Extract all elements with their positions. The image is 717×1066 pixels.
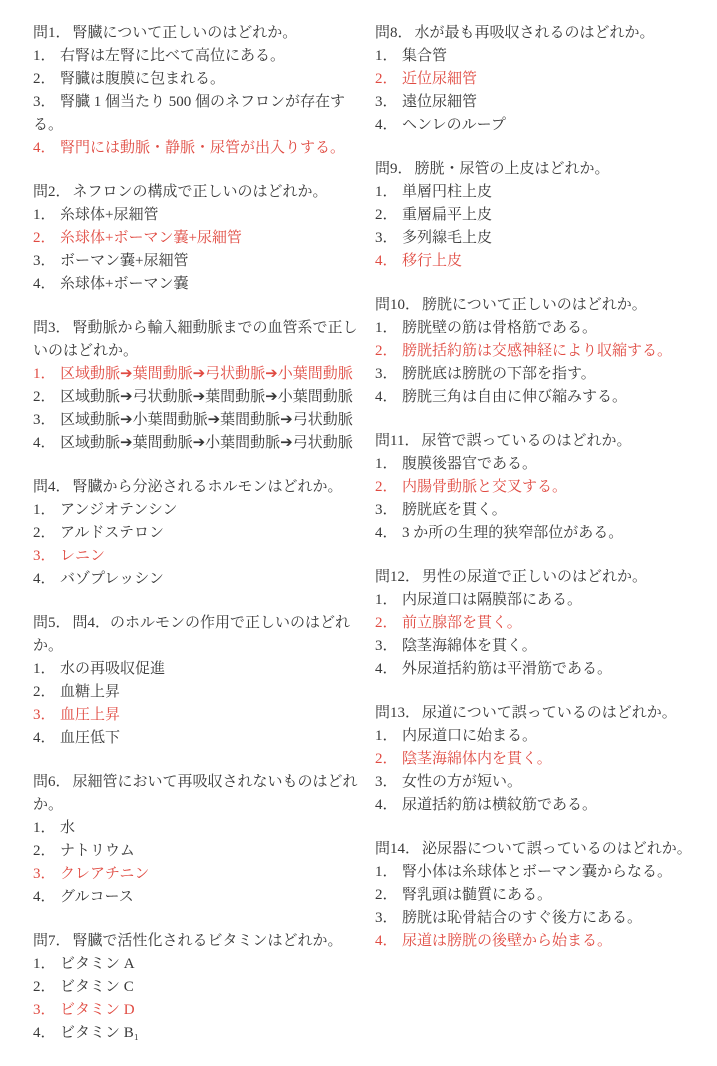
option-number: 1． <box>33 820 56 836</box>
option-text: ボーマン嚢+尿細管 <box>60 253 189 269</box>
right-column <box>375 22 717 1066</box>
option-number: 1． <box>33 502 56 518</box>
option-text: 膀胱は恥骨結合のすぐ後方にある。 <box>402 910 643 926</box>
option-number: 2． <box>375 207 398 223</box>
answer-option-correct <box>33 137 369 160</box>
question-number: 問7． <box>33 933 71 949</box>
option-text: 腹膜後器官である。 <box>402 456 538 472</box>
option-number: 3． <box>33 548 56 564</box>
answer-option <box>33 250 369 273</box>
question-columns <box>33 22 717 1066</box>
question-header <box>375 22 711 45</box>
answer-option <box>375 589 711 612</box>
option-number: 3． <box>375 230 398 246</box>
option-number: 3． <box>375 638 398 654</box>
option-number: 2． <box>375 615 398 631</box>
option-number: 4． <box>33 276 56 292</box>
answer-option-correct <box>375 476 711 499</box>
option-text: 膀胱三角は自由に伸び縮みする。 <box>402 389 628 405</box>
answer-option-correct <box>375 68 711 91</box>
option-number: 4． <box>375 253 398 269</box>
option-number: 4． <box>33 889 56 905</box>
option-text: 多列線毛上皮 <box>402 230 493 246</box>
answer-option <box>375 658 711 681</box>
question-text: 尿道について誤っているのはどれか。 <box>422 705 677 721</box>
question-block <box>33 930 369 1045</box>
question-block <box>375 430 711 545</box>
option-text: ビタミン D <box>60 1002 135 1018</box>
answer-option <box>375 204 711 227</box>
option-text: アンジオテンシン <box>60 502 178 518</box>
option-number: 1． <box>375 728 398 744</box>
question-number: 問6． <box>33 774 71 790</box>
option-number: 1． <box>33 366 56 382</box>
answer-option <box>33 409 369 432</box>
question-number: 問1． <box>33 25 71 41</box>
option-number: 3． <box>33 253 56 269</box>
option-text: 近位尿細管 <box>402 71 478 87</box>
option-text: バゾプレッシン <box>60 571 164 587</box>
question-text: 尿細管において再吸収されないものはどれか。 <box>33 774 358 813</box>
answer-option <box>375 771 711 794</box>
option-number: 2． <box>375 479 398 495</box>
option-number: 4． <box>375 661 398 677</box>
option-text: 膀胱底を貫く。 <box>402 502 507 518</box>
option-number: 1． <box>33 207 56 223</box>
question-block <box>33 181 369 296</box>
option-text: ビタミン B₁ <box>60 1025 139 1041</box>
question-block <box>33 612 369 750</box>
option-text: クレアチニン <box>60 866 150 882</box>
answer-option-correct <box>375 612 711 635</box>
question-block <box>33 22 369 160</box>
option-number: 3． <box>375 366 398 382</box>
option-number: 1． <box>33 48 56 64</box>
option-text: ビタミン A <box>60 956 135 972</box>
question-number: 問10． <box>375 297 421 313</box>
option-text: 内尿道口は隔膜部にある。 <box>402 592 583 608</box>
question-header <box>375 838 711 861</box>
question-text: 腎動脈から輸入細動脈までの血管系で正しいのはどれか。 <box>33 320 358 359</box>
option-text: 糸球体+ボーマン嚢+尿細管 <box>60 230 242 246</box>
option-number: 4． <box>33 1025 56 1041</box>
answer-option <box>33 204 369 227</box>
option-text: 区域動脈➔葉間動脈➔弓状動脈➔小葉間動脈 <box>60 366 353 382</box>
answer-option-correct <box>33 704 369 727</box>
option-text: グルコース <box>60 889 134 905</box>
option-number: 4． <box>33 730 56 746</box>
question-text: 腎臓について正しいのはどれか。 <box>72 25 298 41</box>
option-text: 膀胱壁の筋は骨格筋である。 <box>402 320 598 336</box>
option-text: 前立腺部を貫く。 <box>402 615 522 631</box>
answer-option <box>375 725 711 748</box>
option-text: 腎乳頭は髄質にある。 <box>402 887 553 903</box>
question-header <box>33 612 369 658</box>
question-block <box>33 317 369 455</box>
option-number: 4． <box>375 933 398 949</box>
answer-option <box>375 91 711 114</box>
option-number: 1． <box>33 661 56 677</box>
option-text: 陰茎海綿体内を貫く。 <box>402 751 552 767</box>
option-text: 尿道括約筋は横紋筋である。 <box>402 797 598 813</box>
question-header <box>375 158 711 181</box>
answer-option <box>33 499 369 522</box>
option-text: ヘンレのループ <box>402 117 506 133</box>
option-number: 4． <box>33 435 56 451</box>
option-number: 4． <box>375 797 398 813</box>
answer-option-correct <box>375 340 711 363</box>
question-header <box>33 476 369 499</box>
question-header <box>33 930 369 953</box>
question-text: 腎臓で活性化されるビタミンはどれか。 <box>72 933 343 949</box>
option-text: アルドステロン <box>60 525 164 541</box>
option-text: 重層扁平上皮 <box>402 207 493 223</box>
option-number: 4． <box>375 117 398 133</box>
answer-option <box>33 681 369 704</box>
option-number: 2． <box>33 979 56 995</box>
option-number: 1． <box>375 592 398 608</box>
answer-option <box>33 273 369 296</box>
option-text: 糸球体+尿細管 <box>60 207 159 223</box>
option-number: 1． <box>375 456 398 472</box>
question-block <box>375 566 711 681</box>
question-header <box>375 294 711 317</box>
answer-option <box>33 1022 369 1045</box>
option-text: 移行上皮 <box>402 253 463 269</box>
option-number: 1． <box>375 48 398 64</box>
answer-option <box>375 317 711 340</box>
option-number: 3． <box>375 94 398 110</box>
option-text: 膀胱括約筋は交感神経により収縮する。 <box>402 343 673 359</box>
question-number: 問11． <box>375 433 420 449</box>
question-number: 問4． <box>33 479 71 495</box>
question-header <box>33 22 369 45</box>
question-header <box>33 317 369 363</box>
answer-option <box>33 522 369 545</box>
question-block <box>375 838 711 953</box>
question-header <box>33 181 369 204</box>
option-text: 血糖上昇 <box>60 684 121 700</box>
option-text: 区域動脈➔弓状動脈➔葉間動脈➔小葉間動脈 <box>60 389 353 405</box>
option-number: 4． <box>375 389 398 405</box>
option-number: 2． <box>33 684 56 700</box>
question-text: 男性の尿道で正しいのはどれか。 <box>422 569 648 585</box>
answer-option <box>375 884 711 907</box>
answer-option <box>33 727 369 750</box>
question-header <box>33 771 369 817</box>
answer-option <box>33 886 369 909</box>
option-text: 区域動脈➔小葉間動脈➔葉間動脈➔弓状動脈 <box>60 412 353 428</box>
question-number: 問12． <box>375 569 421 585</box>
answer-option <box>375 181 711 204</box>
question-header <box>375 566 711 589</box>
answer-option <box>33 386 369 409</box>
answer-option <box>375 861 711 884</box>
option-text: 右腎は左腎に比べて高位にある。 <box>60 48 286 64</box>
answer-option <box>375 363 711 386</box>
question-number: 問14． <box>375 841 421 857</box>
answer-option <box>33 432 369 455</box>
answer-option <box>33 953 369 976</box>
option-text: レニン <box>60 548 106 564</box>
option-text: ビタミン C <box>60 979 134 995</box>
answer-option <box>375 386 711 409</box>
question-block <box>375 294 711 409</box>
option-text: 集合管 <box>402 48 448 64</box>
option-number: 3． <box>375 502 398 518</box>
option-number: 4． <box>33 140 56 156</box>
answer-option <box>33 68 369 91</box>
option-number: 2． <box>375 751 398 767</box>
answer-option <box>375 907 711 930</box>
option-text: 血圧低下 <box>60 730 121 746</box>
question-text: 膀胱・尿管の上皮はどれか。 <box>414 161 610 177</box>
question-block <box>375 158 711 273</box>
answer-option <box>375 794 711 817</box>
option-text: 陰茎海綿体を貫く。 <box>402 638 537 654</box>
option-number: 1． <box>375 184 398 200</box>
answer-option <box>375 453 711 476</box>
answer-option-correct <box>375 748 711 771</box>
option-text: 水の再吸収促進 <box>60 661 166 677</box>
question-block <box>33 476 369 591</box>
option-number: 1． <box>375 864 398 880</box>
option-number: 3． <box>33 412 56 428</box>
question-header <box>375 430 711 453</box>
option-text: 腎臓 1 個当たり 500 個のネフロンが存在する。 <box>33 94 346 133</box>
question-block <box>375 702 711 817</box>
question-number: 問8． <box>375 25 413 41</box>
option-number: 3． <box>33 866 56 882</box>
option-text: 膀胱底は膀胱の下部を指す。 <box>402 366 596 382</box>
option-text: 外尿道括約筋は平滑筋である。 <box>402 661 613 677</box>
option-number: 4． <box>375 525 398 541</box>
question-text: 膀胱について正しいのはどれか。 <box>422 297 647 313</box>
question-number: 問13． <box>375 705 421 721</box>
option-text: 水 <box>60 820 76 836</box>
option-number: 1． <box>33 956 56 972</box>
option-text: 腎小体は糸球体とボーマン嚢からなる。 <box>402 864 673 880</box>
answer-option-correct <box>33 999 369 1022</box>
answer-option <box>375 522 711 545</box>
answer-option-correct <box>375 250 711 273</box>
option-number: 1． <box>375 320 398 336</box>
answer-option-correct <box>33 363 369 386</box>
answer-option <box>33 45 369 68</box>
answer-option-correct <box>375 930 711 953</box>
option-number: 2． <box>33 71 56 87</box>
question-block <box>33 771 369 909</box>
option-number: 3． <box>375 910 398 926</box>
answer-option-correct <box>33 545 369 568</box>
option-number: 3． <box>33 94 56 110</box>
answer-option <box>33 817 369 840</box>
answer-option <box>375 635 711 658</box>
question-text: 泌尿器について誤っているのはどれか。 <box>422 841 692 857</box>
option-number: 3． <box>375 774 398 790</box>
option-text: 内尿道口に始まる。 <box>402 728 538 744</box>
option-text: 尿道は膀胱の後壁から始まる。 <box>402 933 613 949</box>
option-text: 内腸骨動脈と交叉する。 <box>402 479 568 495</box>
question-text: 尿管で誤っているのはどれか。 <box>421 433 632 449</box>
option-number: 2． <box>33 389 56 405</box>
option-text: 3 か所の生理的狭窄部位がある。 <box>402 525 624 541</box>
option-number: 3． <box>33 707 56 723</box>
option-number: 2． <box>33 525 56 541</box>
question-text: 水が最も再吸収されるのはどれか。 <box>414 25 655 41</box>
answer-option-correct <box>33 863 369 886</box>
question-number: 問9． <box>375 161 413 177</box>
question-number: 問3． <box>33 320 71 336</box>
answer-option <box>33 658 369 681</box>
option-number: 2． <box>375 343 398 359</box>
option-text: 糸球体+ボーマン嚢 <box>60 276 189 292</box>
answer-option <box>33 840 369 863</box>
answer-option <box>33 976 369 999</box>
option-text: 腎臓は腹膜に包まれる。 <box>60 71 226 87</box>
answer-option <box>375 45 711 68</box>
question-header <box>375 702 711 725</box>
option-text: 腎門には動脈・静脈・尿管が出入りする。 <box>60 140 346 156</box>
option-number: 2． <box>375 887 398 903</box>
answer-option <box>375 114 711 137</box>
question-number: 問5． <box>33 615 71 631</box>
option-number: 2． <box>375 71 398 87</box>
question-text: ネフロンの構成で正しいのはどれか。 <box>72 184 328 200</box>
question-text: 問4．のホルモンの作用で正しいのはどれか。 <box>33 615 351 654</box>
option-number: 4． <box>33 571 56 587</box>
option-text: 女性の方が短い。 <box>402 774 523 790</box>
question-block <box>375 22 711 137</box>
option-number: 2． <box>33 843 56 859</box>
answer-option <box>375 227 711 250</box>
answer-option <box>33 568 369 591</box>
option-number: 3． <box>33 1002 56 1018</box>
option-text: ナトリウム <box>60 843 135 859</box>
option-text: 遠位尿細管 <box>402 94 478 110</box>
question-text: 腎臓から分泌されるホルモンはどれか。 <box>72 479 343 495</box>
question-number: 問2． <box>33 184 71 200</box>
option-text: 区域動脈➔葉間動脈➔小葉間動脈➔弓状動脈 <box>60 435 353 451</box>
answer-option <box>33 91 369 137</box>
option-text: 血圧上昇 <box>60 707 121 723</box>
answer-option <box>375 499 711 522</box>
answer-option-correct <box>33 227 369 250</box>
left-column <box>33 22 375 1066</box>
option-number: 2． <box>33 230 56 246</box>
option-text: 単層円柱上皮 <box>402 184 493 200</box>
